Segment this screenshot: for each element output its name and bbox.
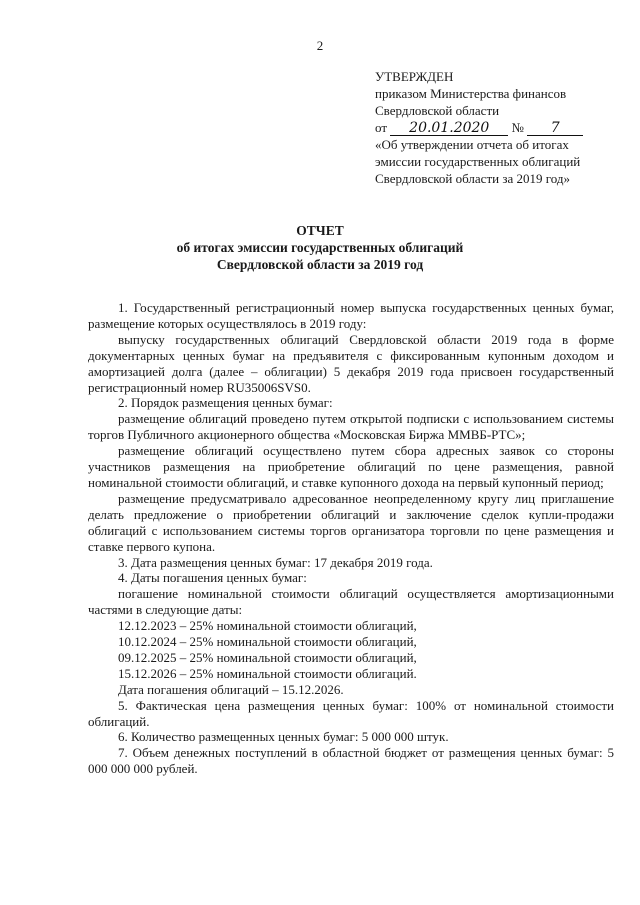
paragraph: выпуску государственных облигаций Свердловской области 2019 года в форме документарных ценных бумаг на предъявителя с фиксированным купонным доходом и амортизацией долга (далее – облигации) 5 декабря 2019 года присвоен государственный регистрационный номер RU35006SVS0. xyxy=(88,331,614,395)
number-prefix: № xyxy=(511,120,524,135)
paragraph: 2. Порядок размещения ценных бумаг: xyxy=(118,395,333,411)
approval-date-line xyxy=(375,119,625,136)
number-field xyxy=(527,121,583,136)
list-item: 15.12.2026 – 25% номинальной стоимости облигаций. xyxy=(118,665,417,681)
approval-order-line: приказом Министерства финансов xyxy=(375,86,567,101)
approval-heading: УТВЕРЖДЕН xyxy=(375,69,454,84)
report-title xyxy=(0,222,640,273)
approval-subject-line-1: «Об утверждении отчета об итогах xyxy=(375,137,569,152)
title-line-3: Свердловской области за 2019 год xyxy=(216,257,424,272)
paragraph: погашение номинальной стоимости облигаций осуществляется амортизационными частями в следующие даты: xyxy=(88,586,614,618)
paragraph: 1. Государственный регистрационный номер выпуска государственных ценных бумаг, размещение которых осуществлялось в 2019 году: xyxy=(88,300,614,331)
paragraph: 4. Даты погашения ценных бумаг: xyxy=(118,570,307,586)
paragraph: 6. Количество размещенных ценных бумаг: 5 000 000 штук. xyxy=(118,729,449,745)
paragraph: 5. Фактическая цена размещения ценных бумаг: 100% от номинальной стоимости облигаций. xyxy=(88,697,614,729)
handwritten-date: 20.01.2020 xyxy=(409,120,490,136)
paragraph: Дата погашения облигаций – 15.12.2026. xyxy=(118,681,344,697)
paragraph: размещение предусматривало адресованное неопределенному кругу лиц приглашение делать предложение о приобретении облигаций и заключение сделок купли-продажи облигаций с использованием системы торгов организатора торговли по цене размещения и ставке первого купона. xyxy=(88,490,614,554)
page-number: 2 xyxy=(316,38,324,53)
approval-subject-line-3: Свердловской области за 2019 год» xyxy=(375,171,570,186)
list-item: 12.12.2023 – 25% номинальной стоимости облигаций, xyxy=(118,618,417,634)
report-body xyxy=(88,300,614,777)
approval-region-line: Свердловской области xyxy=(375,103,500,118)
date-field xyxy=(390,121,508,136)
title-line-2: об итогах эмиссии государственных облигаций xyxy=(176,240,464,255)
approval-stamp xyxy=(375,68,625,187)
handwritten-number: 7 xyxy=(550,120,560,136)
paragraph: 7. Объем денежных поступлений в областной бюджет от размещения ценных бумаг: 5 000 000 000 рублей. xyxy=(88,745,614,777)
list-item: 10.12.2024 – 25% номинальной стоимости облигаций, xyxy=(118,634,417,650)
paragraph: размещение облигаций осуществлено путем сбора адресных заявок со стороны участников размещения на приобретение облигаций по цене размещения, равной номинальной стоимости облигаций, и ставке купонного дохода на первый купонный период; xyxy=(88,443,614,490)
paragraph: размещение облигаций проведено путем открытой подписки с использованием системы торгов Публичного акционерного общества «Московская Биржа ММВБ-РТС»; xyxy=(88,411,614,443)
list-item: 09.12.2025 – 25% номинальной стоимости облигаций, xyxy=(118,649,417,665)
title-line-1: ОТЧЕТ xyxy=(296,223,344,238)
approval-subject-line-2: эмиссии государственных облигаций xyxy=(375,154,581,169)
paragraph: 3. Дата размещения ценных бумаг: 17 декабря 2019 года. xyxy=(118,554,433,570)
date-prefix: от xyxy=(375,120,388,135)
